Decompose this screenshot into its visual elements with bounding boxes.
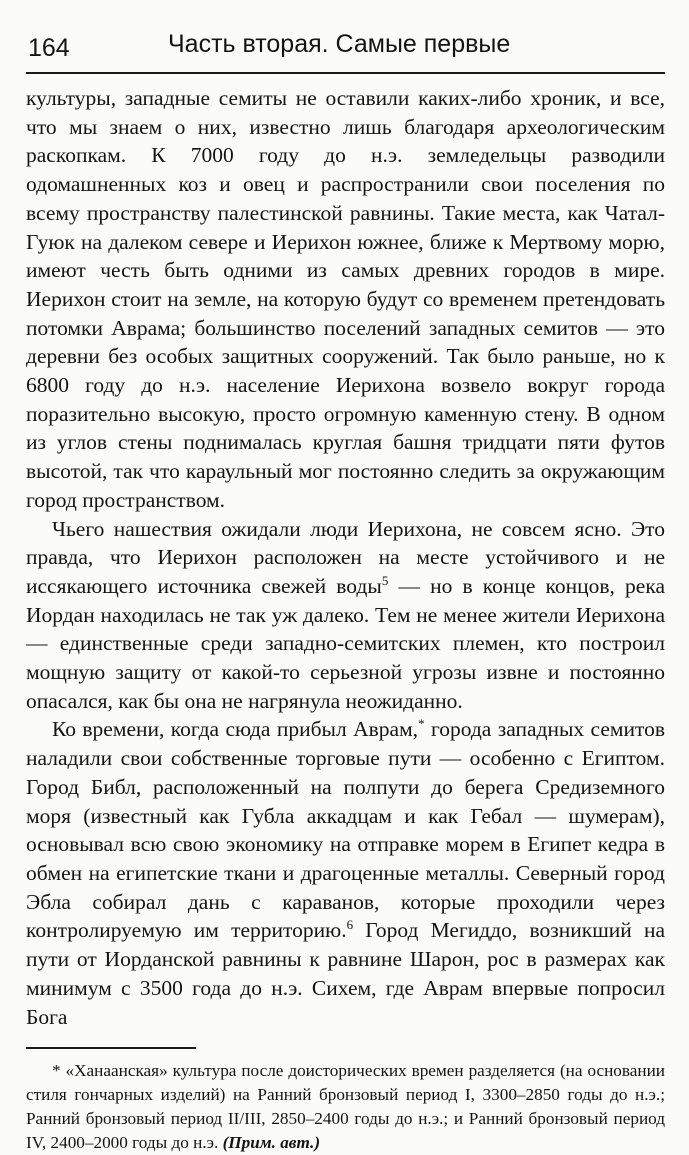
footnote-author-note: (Прим. авт.) <box>222 1133 321 1153</box>
paragraph <box>26 84 665 515</box>
paragraph-text: города западных семитов наладили свои собственные торговые пути — особенно с Египтом. Город Библ, расположенный на полпути до берега Средиземного моря (известный как Губла аккадцам и как Гебал — шумерам), основывал всю свою экономику на отправке морем в Египет кедра в обмен на египетские ткани и драгоценные металлы. Северный город Эбла собирал дань с караванов, которые проходили через контролируемую им территорию. <box>26 717 666 943</box>
running-title: Часть вторая. Самые первые <box>168 30 511 58</box>
footnote <box>26 1059 665 1155</box>
page-number: 164 <box>28 34 70 62</box>
paragraph-text: культуры, западные семиты не оставили каких-либо хроник, и все, что мы знаем о них, известно лишь благодаря археологическим раскопкам. К 7000 году до н.э. земледельцы разводили одомашненных коз и овец и распространили свои поселения по всему пространству палестинской равнины. Такие места, как Чатал-Гуюк на далеком севере и Иерихон южнее, ближе к Мертвому морю, имеют честь быть одними из самых древних городов в мире. Иерихон стоит на земле, на которую будут со временем претендовать потомки Аврама; большинство поселений западных семитов — это деревни без особых защитных сооружений. Так было раньше, но к 6800 году до н.э. население Иерихона возвело вокруг города поразительно высокую, просто огромную каменную стену. В одном из углов стены поднималась круглая башня тридцати пяти футов высотой, так что караульный мог постоянно следить за окружающим город пространством. <box>26 86 665 512</box>
footnote-reference: 5 <box>381 572 389 588</box>
footnote-reference: * <box>418 716 425 732</box>
paragraph-text: Город Мегиддо, возникший на пути от Иорданской равнины к равнине Шарон, рос в размерах как минимум с 3500 года до н.э. Сихем, где Аврам впервые попросил Бога <box>26 918 665 1029</box>
footnote-divider <box>26 1047 196 1049</box>
paragraph-text: Чьего нашествия ожидали люди Иерихона, не совсем ясно. Это правда, что Иерихон расположен на месте устойчивого и не иссякающего источника свежей воды <box>26 516 665 598</box>
page-header <box>26 28 665 74</box>
paragraph <box>26 715 665 1031</box>
footnote-text: * «Ханаанская» культура после доисторических времен разделяется (на основании стиля гончарных изделий) на Ранний бронзовый период I, 3300–2850 годы до н.э.; Ранний бронзовый период II/III, 2850–2400 годы до н.э.; и Ранний бронзовый период IV, 2400–2000 годы до н.э. <box>26 1061 665 1153</box>
paragraph-text: — но в конце концов, река Иордан находилась не так уж далеко. Тем не менее жители Иерихона — единственные среди западно-семитских племен, кто построил мощную защиту от какой-то серьезной угрозы извне и постоянно опасался, как бы она не нагрянула неожиданно. <box>26 573 665 713</box>
footnote-reference: 6 <box>346 917 354 933</box>
paragraph <box>26 515 665 716</box>
paragraph-text: Ко времени, когда сюда прибыл Аврам, <box>52 717 419 742</box>
body-text <box>26 84 665 1031</box>
